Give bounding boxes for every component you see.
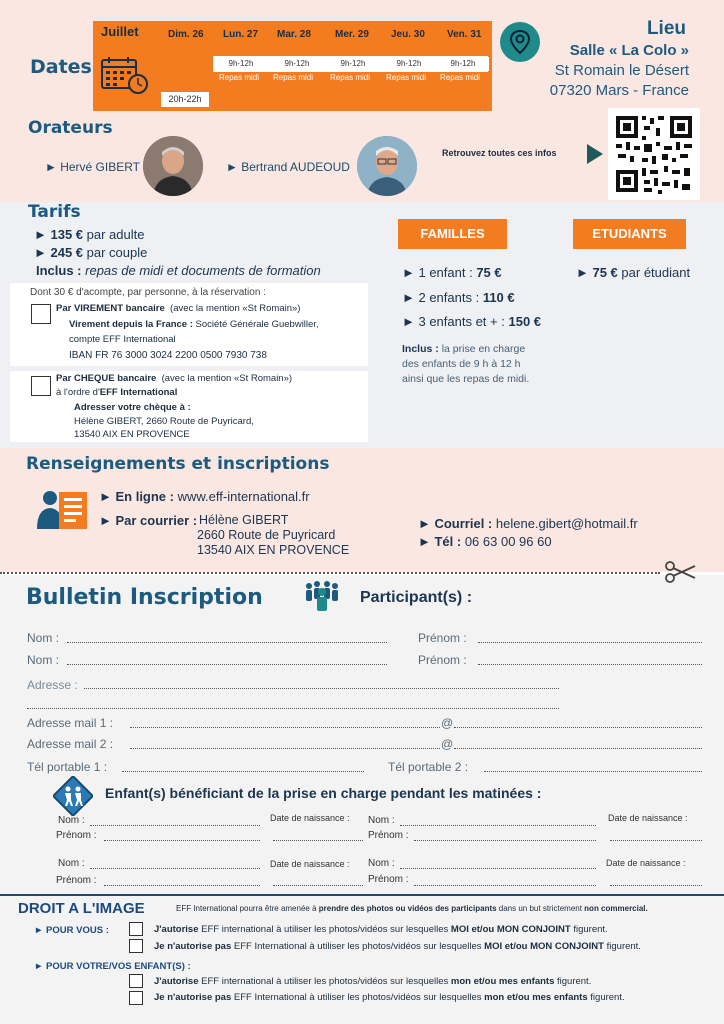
transfer-iban: IBAN FR 76 3000 3024 2200 0500 7930 738 [69, 350, 267, 361]
renseignements-title: Renseignements et inscriptions [26, 454, 330, 474]
nom-label-2: Nom : [27, 653, 60, 667]
family-price-2: ► 2 enfants : 110 € [402, 290, 515, 305]
payment-cheque-box [10, 371, 368, 442]
tel2-field[interactable] [484, 771, 702, 772]
website-link[interactable]: www.eff-international.fr [177, 489, 310, 504]
pour-enfants-label: ► POUR VOTRE/VOS ENFANT(S) : [34, 961, 191, 972]
group-people-icon [303, 580, 341, 617]
sunday-time: 20h-22h [161, 92, 209, 107]
adresse-field-1[interactable] [84, 688, 559, 689]
adresse-label: Adresse : [27, 678, 78, 692]
image-rights-separator [0, 894, 724, 896]
child-consent-no-checkbox[interactable] [129, 991, 143, 1005]
child3-prenom-field[interactable] [104, 885, 260, 886]
cheque-address-label: Adresser votre chèque à : [74, 402, 191, 413]
lieu-title: Lieu [646, 18, 686, 39]
child4-prenom-field[interactable] [414, 885, 596, 886]
mail2-field-user[interactable] [130, 748, 440, 749]
adresse-field-2[interactable] [27, 708, 559, 709]
dates-block [93, 21, 492, 111]
child2-birth-label: Date de naissance : [608, 813, 688, 823]
mail2-field-domain[interactable] [454, 748, 702, 749]
lieu-name: Salle « La Colo » [569, 42, 689, 59]
tel2-label: Tél portable 2 : [388, 760, 469, 774]
meal-label: Repas midi [273, 73, 314, 82]
child2-nom-label: Nom : [368, 815, 395, 826]
day-header: Mer. 29 [335, 29, 369, 40]
dates-title: Dates [30, 56, 92, 78]
child4-nom-label: Nom : [368, 858, 395, 869]
child1-birth-field[interactable] [273, 840, 363, 841]
etudiants-badge: ETUDIANTS [573, 219, 686, 249]
child2-prenom-field[interactable] [414, 840, 596, 841]
contact-mail-line3: 13540 AIX EN PROVENCE [197, 543, 350, 557]
cheque-address-2: 13540 AIX EN PROVENCE [74, 429, 190, 440]
mail1-field-domain[interactable] [454, 727, 702, 728]
pour-vous-label: ► POUR VOUS : [34, 925, 109, 936]
child1-birth-label: Date de naissance : [270, 813, 350, 823]
price-adult: ► 135 € par adulte [34, 227, 145, 242]
child2-prenom-label: Prénom : [368, 830, 409, 841]
child-consent-no-text: Je n'autorise pas EFF International à utiliser les photos/vidéos sur lesquelles mon et/ou mes enfants figurent. [154, 992, 625, 1003]
meal-label: Repas midi [440, 73, 481, 82]
tel1-field[interactable] [122, 771, 364, 772]
price-included: Inclus : repas de midi et documents de formation [36, 263, 321, 278]
speaker-2-photo [357, 136, 417, 196]
time-cell: 9h-12h [271, 57, 323, 71]
child-consent-yes-checkbox[interactable] [129, 974, 143, 988]
cut-line [0, 572, 660, 574]
meal-label: Repas midi [386, 73, 427, 82]
scissors-icon [665, 561, 697, 588]
mail2-label: Adresse mail 2 : [27, 737, 114, 751]
qr-code[interactable] [608, 108, 700, 200]
day-header: Lun. 27 [223, 29, 259, 40]
mail1-field-user[interactable] [130, 727, 440, 728]
child4-birth-field[interactable] [610, 885, 702, 886]
family-included: Inclus : la prise en charge des enfants de 9 h à 12 h ainsi que les repas de midi. [402, 343, 530, 385]
child3-nom-field[interactable] [90, 868, 260, 869]
prenom-field-1[interactable] [478, 642, 702, 643]
orateurs-title: Orateurs [28, 118, 113, 138]
arrow-right-icon [585, 143, 605, 170]
mail1-label: Adresse mail 1 : [27, 716, 114, 730]
cheque-address-1: Hélène GIBERT, 2660 Route de Puyricard, [74, 416, 254, 427]
month-label: Juillet [101, 24, 139, 39]
transfer-bank: Virement depuis la France : Société Générale Guebwiller, [69, 319, 319, 330]
meal-label: Repas midi [219, 73, 260, 82]
tel1-label: Tél portable 1 : [27, 760, 108, 774]
contact-online: ► En ligne : www.eff-international.fr [99, 489, 310, 504]
contact-email: ► Courriel : helene.gibert@hotmail.fr [418, 516, 638, 531]
student-price: ► 75 € par étudiant [576, 265, 691, 280]
family-price-1: ► 1 enfant : 75 € [402, 265, 502, 280]
prenom-field-2[interactable] [478, 664, 702, 665]
payment-transfer-box [10, 283, 368, 366]
bulletin-title: Bulletin Inscription [26, 585, 263, 610]
time-cell: 9h-12h [215, 57, 267, 71]
price-couple: ► 245 € par couple [34, 245, 148, 260]
child3-nom-label: Nom : [58, 858, 85, 869]
adult-consent-no-text: Je n'autorise pas EFF International à utiliser les photos/vidéos sur lesquelles MOI et/ou MON CONJOINT figurent. [154, 941, 641, 952]
child4-birth-label: Date de naissance : [606, 858, 686, 868]
day-header: Ven. 31 [447, 29, 482, 40]
time-cell: 9h-12h [383, 57, 435, 71]
child1-nom-field[interactable] [90, 825, 260, 826]
contact-mail-line2: 2660 Route de Puyricard [197, 528, 336, 542]
adult-consent-no-checkbox[interactable] [129, 939, 143, 953]
adult-consent-yes-text: J'autorise EFF international à utiliser les photos/vidéos sur lesquelles MOI et/ou MON CONJOINT figurent. [154, 924, 608, 935]
time-cell: 9h-12h [327, 57, 379, 71]
cheque-checkbox[interactable] [31, 376, 51, 396]
child1-nom-label: Nom : [58, 815, 85, 826]
contact-mail-label: ► Par courrier : [99, 513, 198, 528]
qr-caption: Retrouvez toutes ces infos [442, 148, 557, 158]
meal-label: Repas midi [330, 73, 371, 82]
prenom-label-1: Prénom : [418, 631, 467, 645]
transfer-title: Par VIREMENT bancaire (avec la mention «St Romain») [56, 303, 301, 314]
cheque-title: Par CHEQUE bancaire (avec la mention «St Romain») [56, 373, 293, 384]
child-consent-yes-text: J'autorise EFF international à utiliser les photos/vidéos sur lesquelles mon et/ou mes enfants figurent. [154, 976, 592, 987]
prenom-label-2: Prénom : [418, 653, 467, 667]
tarifs-title: Tarifs [28, 202, 81, 222]
child2-nom-field[interactable] [400, 825, 596, 826]
adult-consent-yes-checkbox[interactable] [129, 922, 143, 936]
transfer-account: compte EFF International [69, 334, 176, 345]
mail1-at: @ [441, 716, 454, 730]
phone-link[interactable]: 06 63 00 96 60 [464, 534, 552, 549]
image-rights-intro: EFF International pourra être amenée à prendre des photos ou vidéos des participants dans un but strictement non commercial. [176, 904, 648, 913]
nom-field-2[interactable] [67, 664, 387, 665]
time-cell: 9h-12h [437, 57, 489, 71]
child2-birth-field[interactable] [610, 840, 702, 841]
child3-birth-label: Date de naissance : [270, 859, 350, 869]
location-pin-icon [500, 22, 540, 62]
familles-badge: FAMILLES [398, 219, 507, 249]
day-header: Mar. 28 [277, 29, 311, 40]
transfer-checkbox[interactable] [31, 304, 51, 324]
contact-form-icon [37, 489, 89, 536]
child4-nom-field[interactable] [400, 868, 596, 869]
contact-phone: ► Tél : 06 63 00 96 60 [418, 534, 552, 549]
child3-prenom-label: Prénom : [56, 875, 97, 886]
participants-title: Participant(s) : [360, 589, 473, 606]
speaker-1-name: ► Hervé GIBERT [45, 160, 141, 174]
image-rights-title: DROIT A L'IMAGE [18, 900, 145, 917]
family-price-3: ► 3 enfants et + : 150 € [402, 314, 542, 329]
speaker-1-photo [143, 136, 203, 196]
speaker-2-name: ► Bertrand AUDEOUD [226, 160, 350, 174]
children-title: Enfant(s) bénéficiant de la prise en charge pendant les matinées : [105, 785, 542, 801]
nom-label-1: Nom : [27, 631, 60, 645]
mail2-at: @ [441, 737, 454, 751]
deposit-text: Dont 30 € d'acompte, par personne, à la réservation : [30, 287, 266, 298]
child1-prenom-label: Prénom : [56, 830, 97, 841]
day-header: Dim. 26 [168, 29, 204, 40]
contact-mail-line1: Hélène GIBERT [199, 513, 289, 527]
nom-field-1[interactable] [67, 642, 387, 643]
lieu-address-line1: St Romain le Désert [554, 62, 689, 79]
child4-prenom-label: Prénom : [368, 874, 409, 885]
cheque-order: à l'ordre d'EFF International [56, 387, 178, 398]
lieu-address-line2: 07320 Mars - France [549, 82, 689, 99]
email-link[interactable]: helene.gibert@hotmail.fr [495, 516, 638, 531]
calendar-icon [101, 57, 149, 100]
child3-birth-field[interactable] [273, 885, 363, 886]
day-header: Jeu. 30 [391, 29, 425, 40]
child1-prenom-field[interactable] [104, 840, 260, 841]
